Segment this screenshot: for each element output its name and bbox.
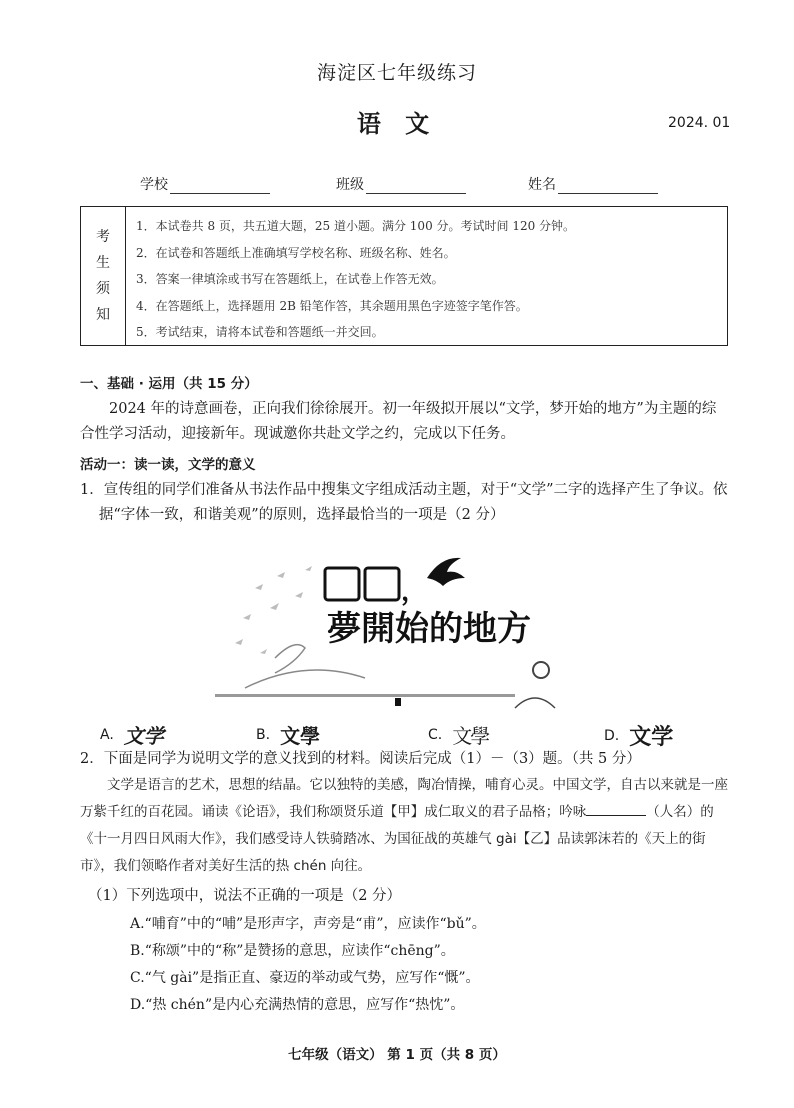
exam-notice-box — [80, 206, 728, 346]
notice-items — [126, 207, 727, 345]
name-label: 姓名 — [528, 177, 556, 193]
exam-date: 2024. 01 — [668, 115, 731, 131]
calligraphy-banner — [215, 548, 595, 713]
reading-material — [80, 772, 730, 880]
page-footer: 七年级（语文） 第 1 页（共 8 页） — [288, 1047, 506, 1063]
section-intro: 2024 年的诗意画卷，正向我们徐徐展开。初一年级拟开展以“文学，梦开始的地方”为主题的综合性学习活动，迎接新年。现诚邀你共赴文学之约，完成以下任务。 — [80, 401, 717, 442]
choice-b[interactable]: B.“称颂”中的“称”是赞扬的意思，应读作“chēng”。 — [130, 943, 455, 959]
notice-item: 2．在试卷和答题纸上准确填写学校名称、班级名称、姓名。 — [136, 245, 456, 260]
choice-c[interactable]: C.“气 gài”是指正直、豪迈的举动或气势，应写作“慨”。 — [130, 970, 480, 986]
option-b[interactable]: B. 文學 — [256, 724, 321, 748]
choice-d[interactable]: D.“热 chén”是内心充满热情的意思，应写作“热忱”。 — [130, 997, 465, 1013]
birds-decoration — [235, 566, 312, 654]
name-field[interactable] — [528, 174, 658, 194]
notice-item: 5．考试结束，请将本试卷和答题纸一并交回。 — [136, 325, 384, 339]
exam-title: 海淀区七年级练习 — [316, 62, 477, 84]
notice-heading: 考 生 须 知 — [81, 207, 126, 345]
option-a[interactable]: A. 文学 — [100, 724, 164, 748]
figure-decoration — [245, 645, 365, 688]
material-part-a: 文学是语言的艺术，思想的结晶。它以独特的美感，陶冶情操，哺育心灵。中国文学，自古以来就是一座万紫千红的百花园。诵读《论语》，我们称颂贤乐道【甲】成仁取义的君子品格；吟咏 — [80, 777, 728, 820]
question-2: 2．下面是同学为说明文学的意义找到的材料。阅读后完成（1）－（3）题。（共 5 分） — [80, 751, 641, 767]
option-c[interactable]: C. 文學 — [428, 724, 489, 748]
notice-item: 1．本试卷共 8 页，共五道大题，25 道小题。满分 100 分。考试时间 120 分钟。 — [136, 219, 576, 233]
ground-line — [215, 694, 515, 697]
book-icon — [515, 698, 555, 708]
subject-title: 语 文 — [356, 109, 438, 138]
blank-box-1 — [325, 568, 359, 600]
choice-a[interactable]: A.“哺育”中的“哺”是形声字，声旁是“甫”，应读作“bǔ”。 — [130, 916, 486, 932]
person-name-blank[interactable] — [586, 801, 646, 816]
school-label: 学校 — [140, 177, 168, 193]
class-blank[interactable] — [366, 177, 466, 194]
option-d[interactable]: D. 文学 — [604, 724, 674, 750]
activity-heading: 活动一：读一读，文学的意义 — [80, 457, 256, 473]
class-label: 班级 — [336, 177, 364, 193]
sub-question-1: （1）下列选项中，说法不正确的一项是（2 分） — [88, 888, 402, 904]
bird-icon — [427, 558, 465, 586]
ground-mark — [395, 698, 401, 706]
banner-text: 夢開始的地方 — [327, 609, 531, 649]
name-blank[interactable] — [558, 177, 658, 194]
class-field[interactable] — [336, 174, 466, 194]
banner-illustration — [215, 548, 595, 713]
school-field[interactable] — [140, 174, 270, 194]
swirl-icon — [533, 662, 549, 678]
school-blank[interactable] — [170, 177, 270, 194]
question-1: 1．宣传组的同学们准备从书法作品中搜集文字组成活动主题，对于“文学”二字的选择产生了争议。依据“字体一致，和谐美观”的原则，选择最恰当的一项是（2 分） — [80, 482, 728, 523]
notice-item: 3．答案一律填涂或书写在答题纸上，在试卷上作答无效。 — [136, 272, 444, 286]
notice-item: 4．在答题纸上，选择题用 2B 铅笔作答，其余题用黑色字迹签字笔作答。 — [136, 298, 528, 313]
material-part-b: （人名）的《十一月四日风雨大作》，我们感受诗人铁骑踏冰、为国征战的英雄气 gài【乙】品读郭沫若的《天上的街市》，我们领略作者对美好生活的热 chén 向往。 — [80, 804, 714, 874]
section-heading: 一、基础 · 运用（共 15 分） — [80, 376, 258, 392]
blank-box-2 — [365, 568, 399, 600]
banner-punct: ， — [401, 577, 428, 607]
